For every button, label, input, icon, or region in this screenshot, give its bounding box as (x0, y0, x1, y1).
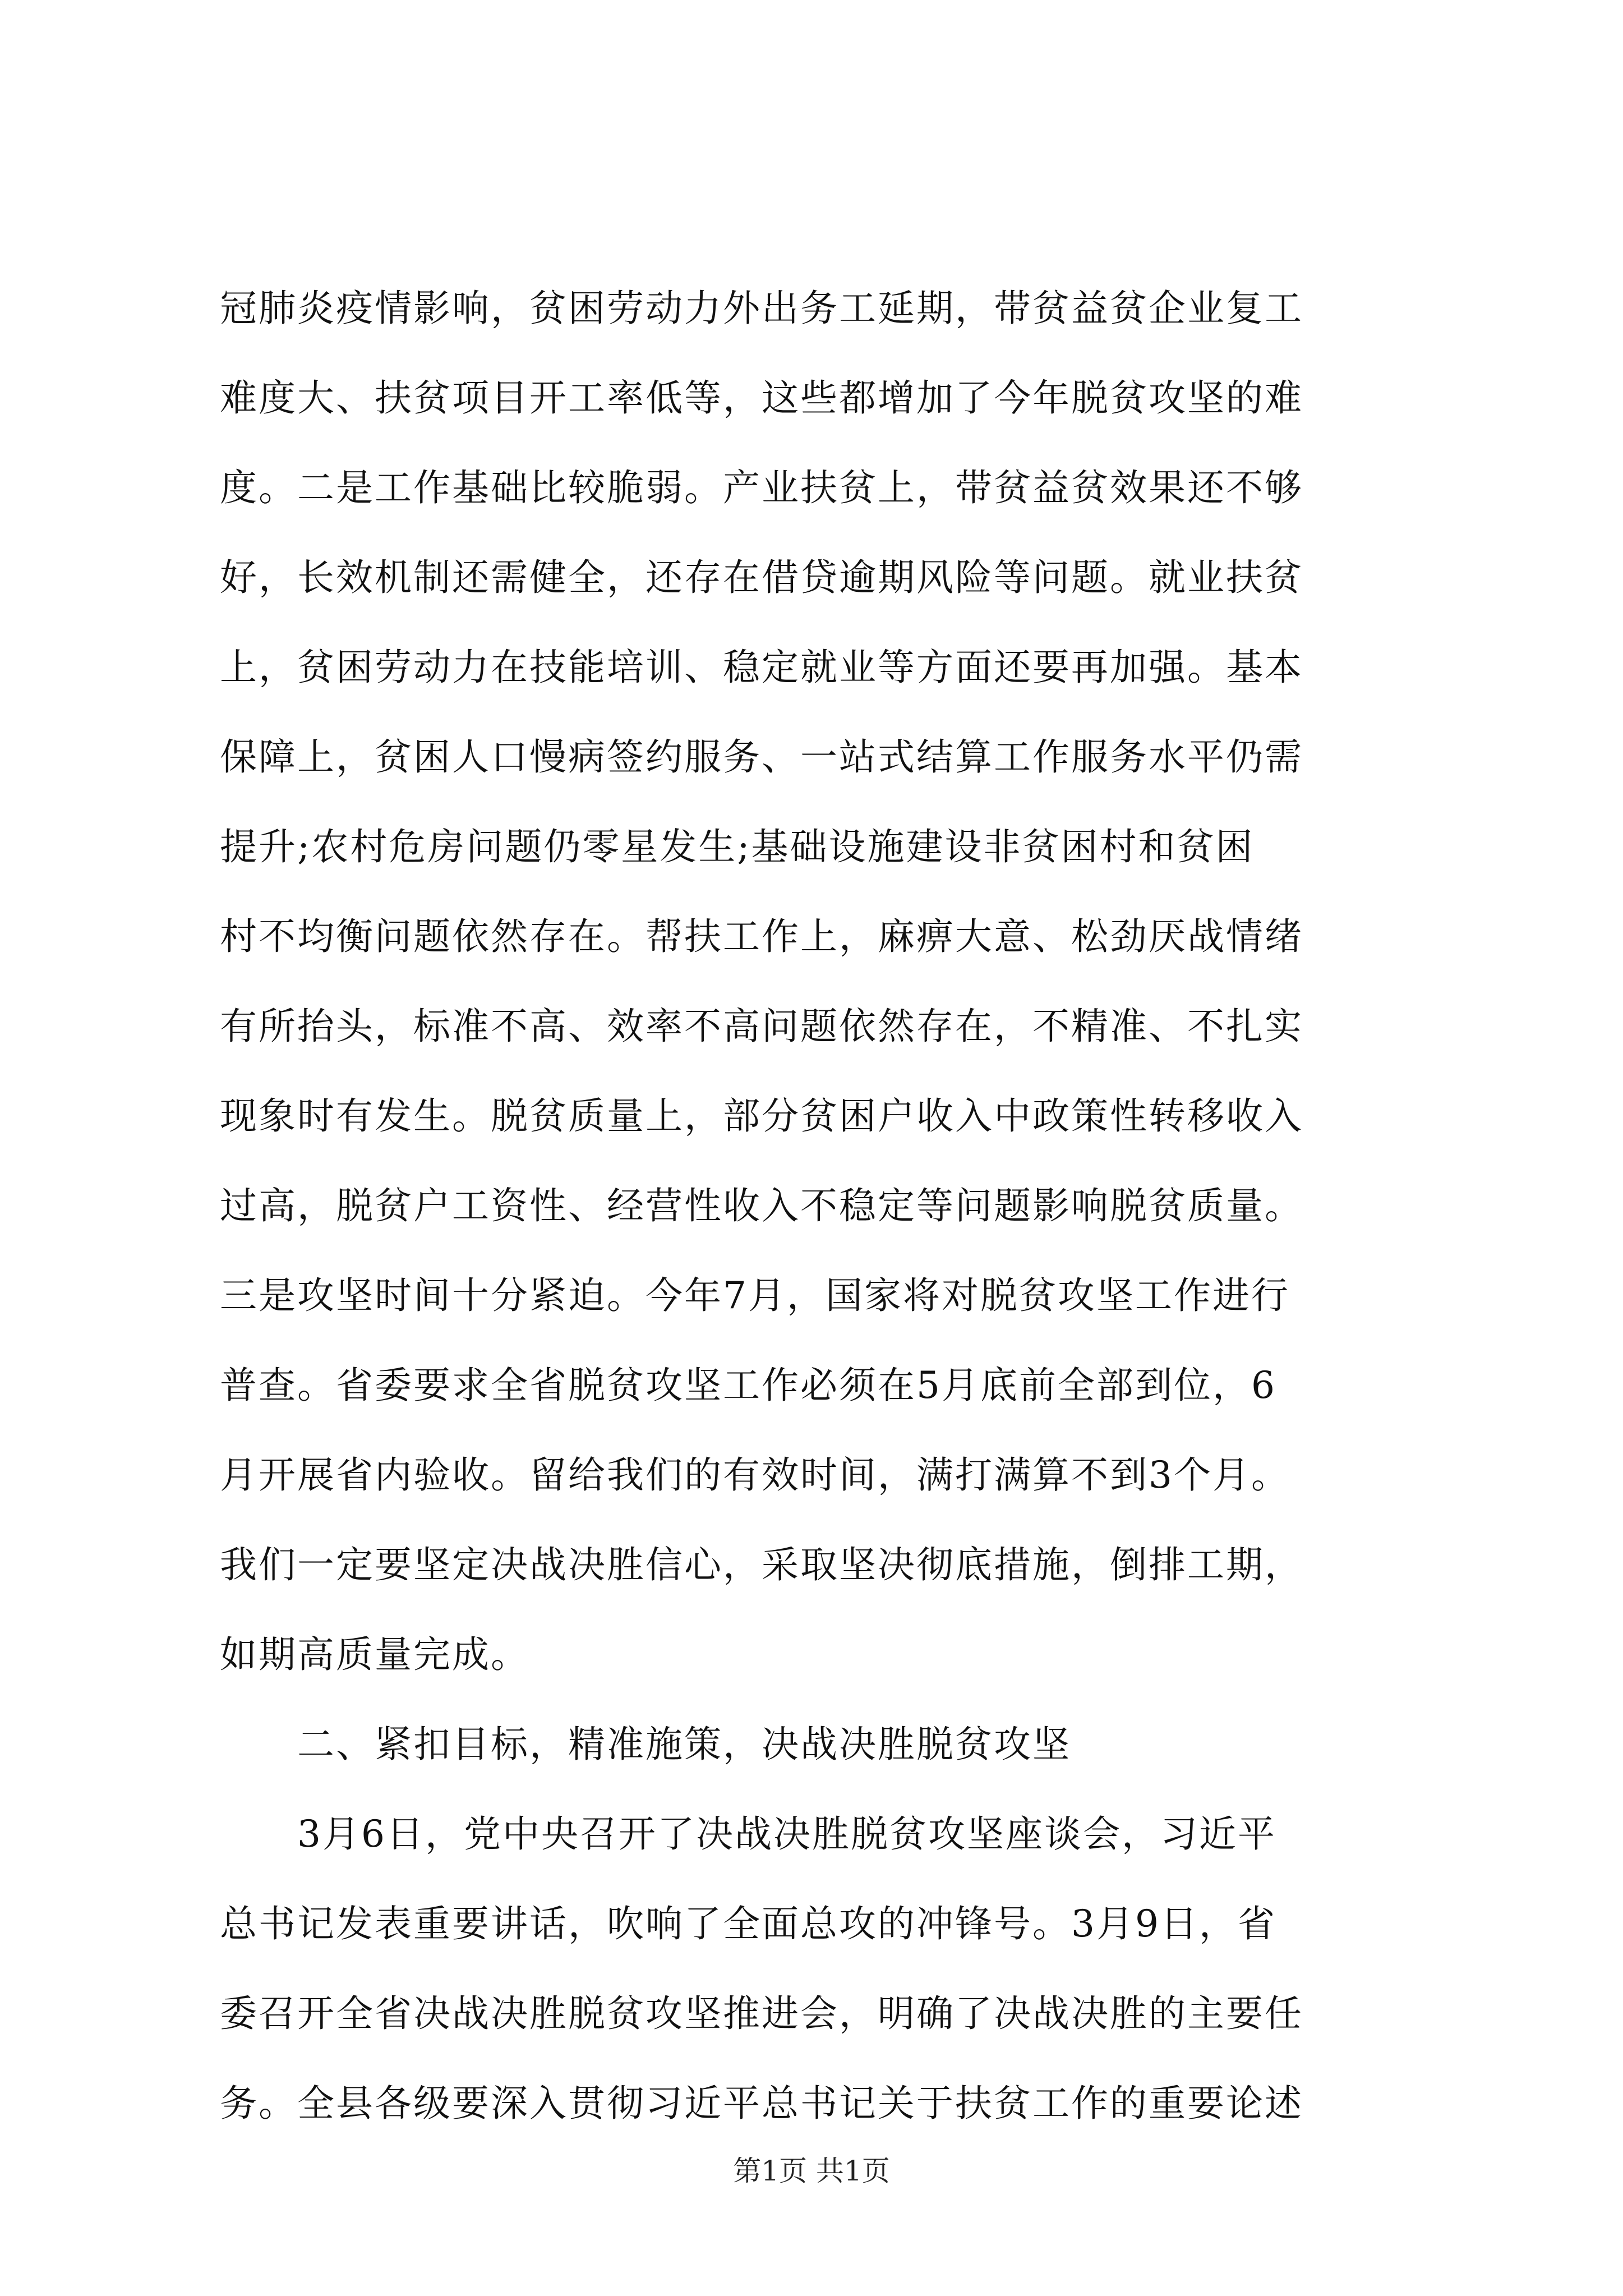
text-line: 月开展省内验收。留给我们的有效时间，满打满算不到3个月。 (220, 1453, 1290, 1497)
text-line: 村不均衡问题依然存在。帮扶工作上，麻痹大意、松劲厌战情绪 (220, 915, 1303, 958)
text-line: 3月6日，党中央召开了决战决胜脱贫攻坚座谈会，习近平 (220, 1812, 1276, 1856)
section-heading: 二、紧扣目标，精准施策，决战决胜脱贫攻坚 (220, 1723, 1071, 1766)
text-line: 现象时有发生。脱贫质量上，部分贫困户收入中政策性转移收入 (220, 1094, 1303, 1138)
text-line: 冠肺炎疫情影响，贫困劳动力外出务工延期，带贫益贫企业复工 (220, 287, 1303, 330)
text-line: 我们一定要坚定决战决胜信心，采取坚决彻底措施，倒排工期， (220, 1543, 1303, 1586)
text-line: 如期高质量完成。 (220, 1633, 529, 1676)
text-line: 务。全县各级要深入贯彻习近平总书记关于扶贫工作的重要论述 (220, 2082, 1303, 2125)
text-line: 上，贫困劳动力在技能培训、稳定就业等方面还要再加强。基本 (220, 646, 1303, 689)
text-line: 保障上，贫困人口慢病签约服务、一站式结算工作服务水平仍需 (220, 735, 1303, 779)
page-footer: 第1页 共1页 (733, 2155, 890, 2187)
text-line: 度。二是工作基础比较脆弱。产业扶贫上，带贫益贫效果还不够 (220, 466, 1303, 509)
text-line: 总书记发表重要讲话，吹响了全面总攻的冲锋号。3月9日，省 (220, 1902, 1276, 1945)
text-line: 好，长效机制还需健全，还存在借贷逾期风险等问题。就业扶贫 (220, 556, 1303, 599)
text-line: 普查。省委要求全省脱贫攻坚工作必须在5月底前全部到位，6 (220, 1364, 1276, 1407)
text-line: 过高，脱贫户工资性、经营性收入不稳定等问题影响脱贫质量。 (220, 1184, 1303, 1227)
text-line: 委召开全省决战决胜脱贫攻坚推进会，明确了决战决胜的主要任 (220, 1992, 1303, 2035)
text-line: 有所抬头，标准不高、效率不高问题依然存在，不精准、不扎实 (220, 1005, 1303, 1048)
text-line: 三是攻坚时间十分紧迫。今年7月，国家将对脱贫攻坚工作进行 (220, 1274, 1290, 1317)
text-line: 提升;农村危房问题仍零星发生;基础设施建设非贫困村和贫困 (220, 825, 1255, 868)
document-body (220, 264, 1403, 2148)
text-line: 难度大、扶贫项目开工率低等，这些都增加了今年脱贫攻坚的难 (220, 376, 1303, 420)
